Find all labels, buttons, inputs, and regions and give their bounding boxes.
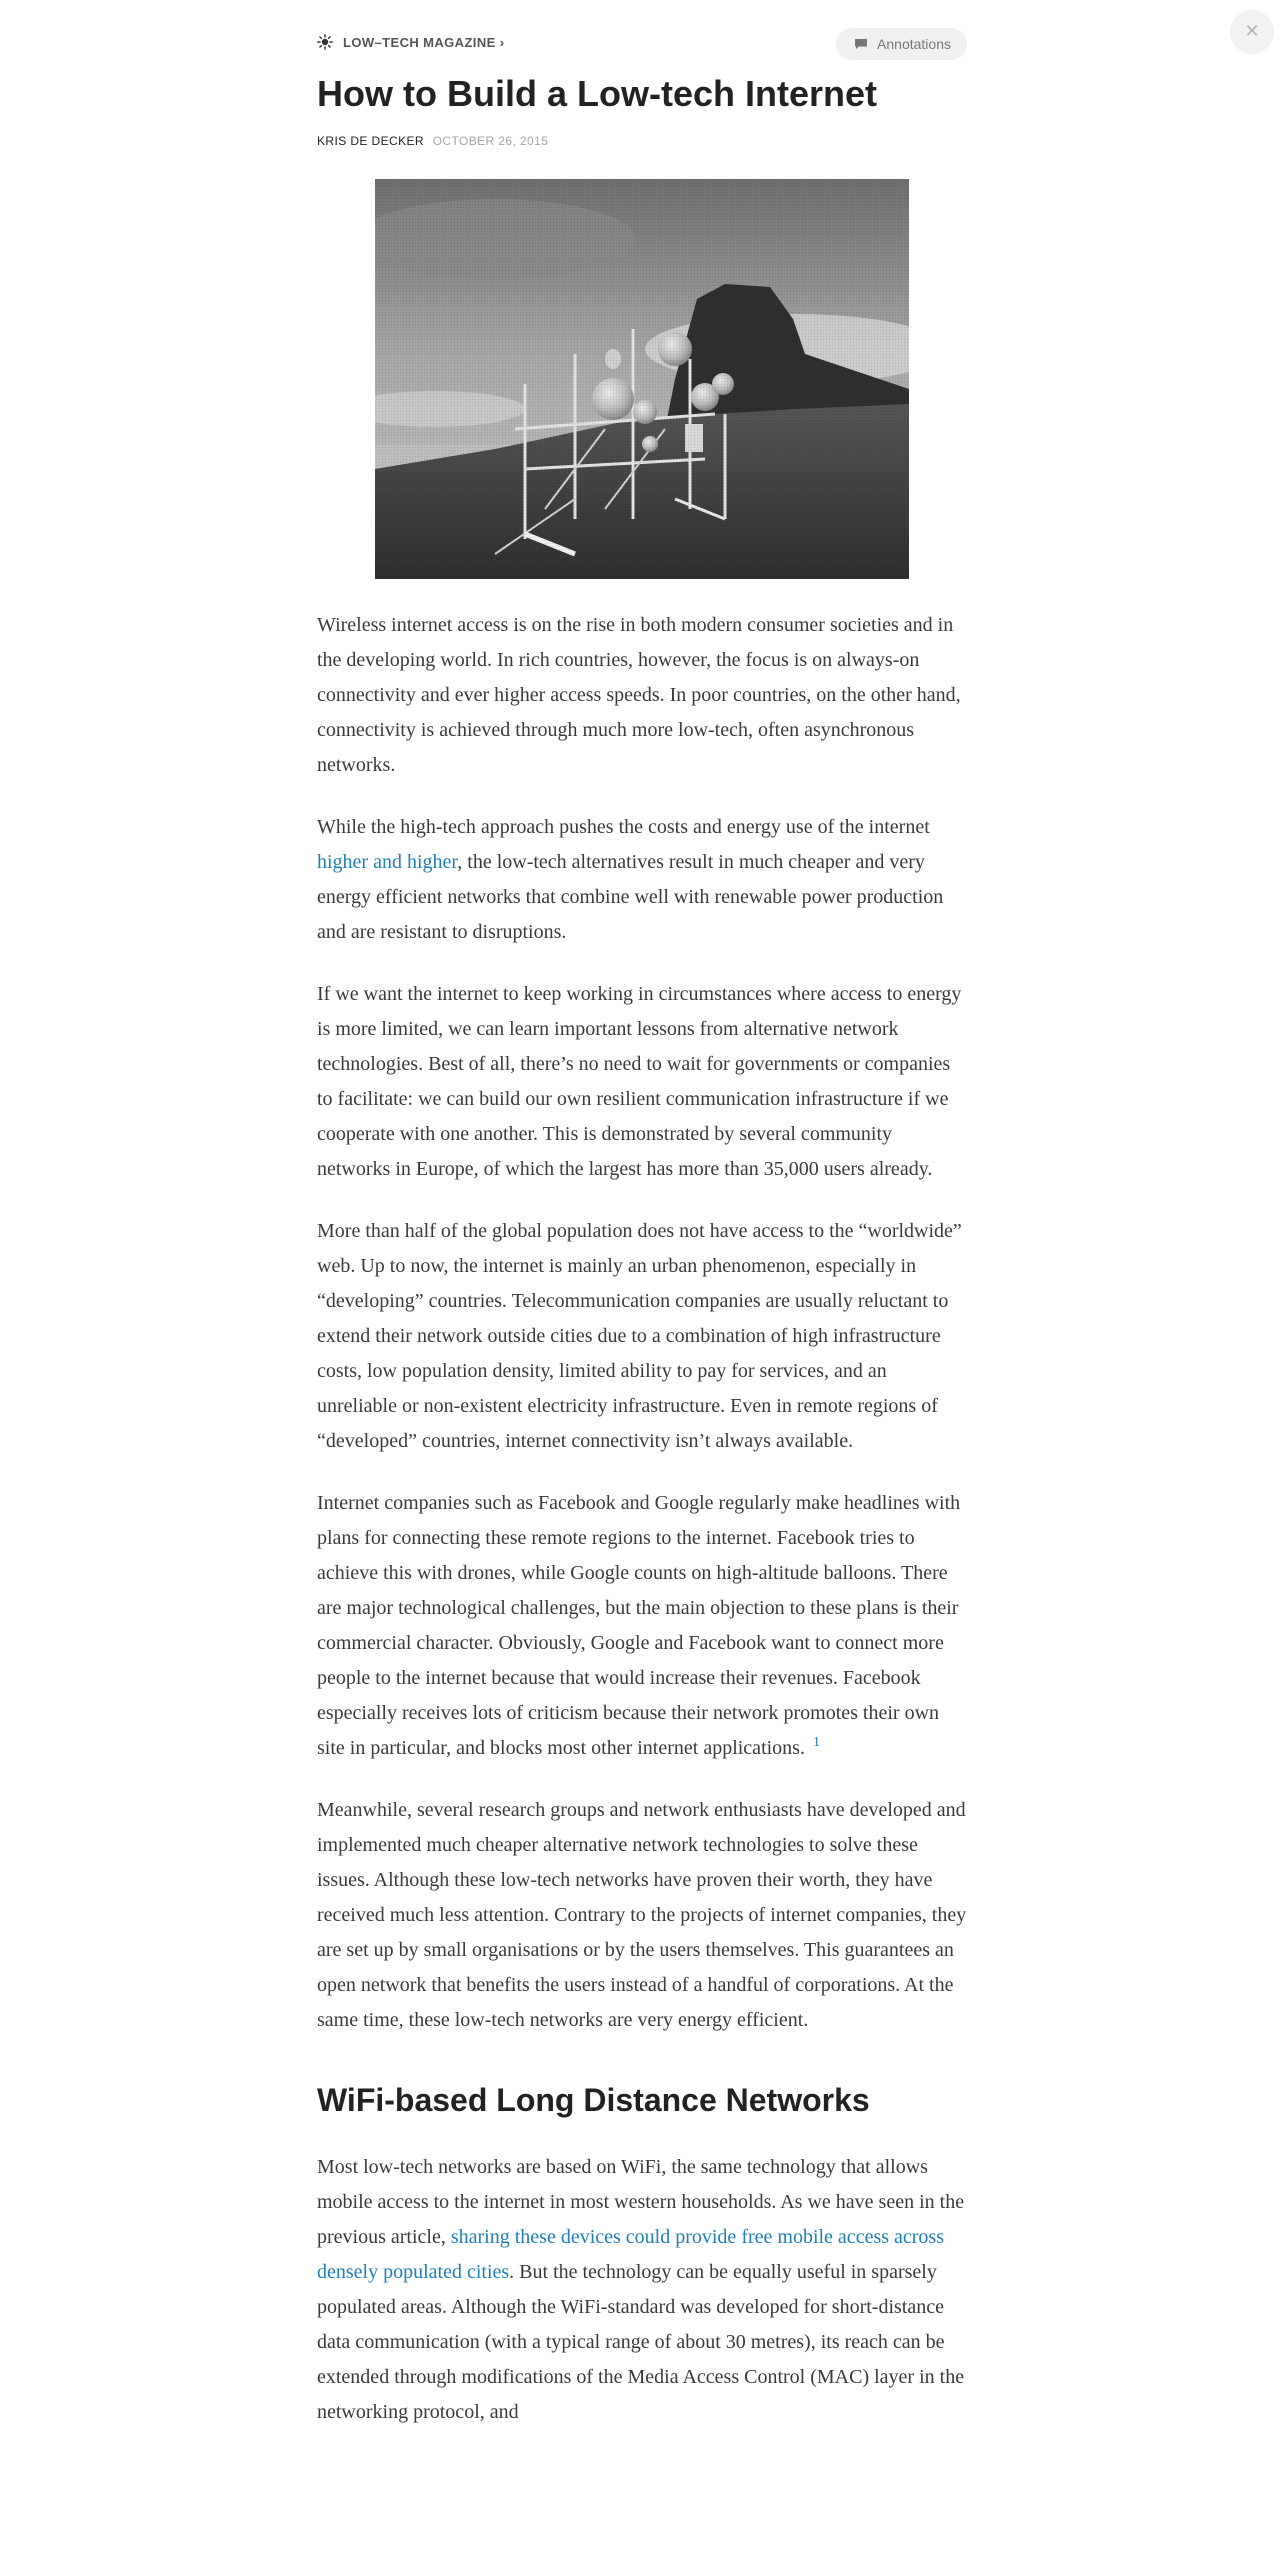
comment-icon <box>854 38 868 50</box>
site-name: LOW–TECH MAGAZINE › <box>343 34 505 50</box>
site-home-link[interactable] <box>317 34 504 50</box>
byline <box>317 134 548 148</box>
publish-date: OCTOBER 26, 2015 <box>432 134 549 148</box>
paragraph-text: Internet companies such as Facebook and Google regularly make headlines with plans for connecting these remote regions to the internet. Facebook tries to achieve this with drones, while Google counts on high-altitude balloons. There are major technological challenges, but the main objection to these plans is their commercial character. Obviously, Google and Facebook want to connect more people to the internet because that would increase their revenues. Facebook especially receives lots of criticism because their network promotes their own site in particular, and blocks most other internet applications. <box>317 1492 961 1759</box>
paragraph: Meanwhile, several research groups and network enthusiasts have developed and implemented much cheaper alternative network technologies to solve these issues. Although these low-tech networks have proven their worth, they have received much less attention. Contrary to the projects of internet companies, they are set up by small organisations or by the users themselves. This guarantees an open network that benefits the users instead of a handful of corporations. At the same time, these low-tech networks are very energy efficient. <box>317 1799 967 2031</box>
sun-icon <box>317 34 333 50</box>
close-button[interactable] <box>1230 10 1274 54</box>
paragraph <box>317 810 967 950</box>
article <box>317 0 967 2423</box>
paragraph-text: , the low-tech alternatives result in much cheaper and very energy efficient networks that combine well with renewable power production and are resistant to disruptions. <box>317 851 944 943</box>
paragraph <box>317 2150 967 2430</box>
author-name[interactable]: KRIS DE DECKER <box>317 134 424 148</box>
annotations-button[interactable] <box>836 28 967 60</box>
section-heading: WiFi-based Long Distance Networks <box>317 2082 870 2118</box>
article-title: How to Build a Low-tech Internet <box>317 73 877 114</box>
hero-image <box>375 179 909 579</box>
paragraph <box>317 1486 967 1766</box>
paragraph: More than half of the global population does not have access to the “worldwide” web. Up to now, the internet is mainly an urban phenomenon, especially in “developing” countries. Telecommunication companies are usually reluctant to extend their network outside cities due to a combination of high infrastructure costs, low population density, limited ability to pay for services, and an unreliable or non-existent electricity infrastructure. Even in remote regions of “developed” countries, internet connectivity isn’t always available. <box>317 1220 962 1452</box>
paragraph-text: While the high-tech approach pushes the costs and energy use of the internet <box>317 816 930 838</box>
link-higher-and-higher[interactable]: higher and higher <box>317 851 458 873</box>
link-sharing-devices[interactable]: sharing these devices could provide free mobile access across densely populated cities <box>317 2226 944 2283</box>
annotations-label: Annotations <box>877 36 951 52</box>
footnote-link[interactable]: 1 <box>812 1735 820 1750</box>
paragraph-text: Most low-tech networks are based on WiFi, the same technology that allows mobile access to the internet in most western households. As we have seen in the previous article, <box>317 2156 965 2248</box>
paragraph: Wireless internet access is on the rise in both modern consumer societies and in the developing world. In rich countries, however, the focus is on always-on connectivity and ever higher access speeds. In poor countries, on the other hand, connectivity is achieved through much more low-tech, often asynchronous networks. <box>317 614 961 776</box>
article-body <box>317 608 967 2457</box>
paragraph-text: . But the technology can be equally useful in sparsely populated areas. Although the WiFi-standard was developed for short-distance data communication (with a typical range of about 30 metres), its reach can be extended through modifications of the Media Access Control (MAC) layer in the networking protocol, and <box>317 2261 965 2423</box>
paragraph: If we want the internet to keep working in circumstances where access to energy is more limited, we can learn important lessons from alternative network technologies. Best of all, there’s no need to wait for governments or companies to facilitate: we can build our own resilient communication infrastructure if we cooperate with one another. This is demonstrated by several community networks in Europe, of which the largest has more than 35,000 users already. <box>317 983 962 1180</box>
close-icon: ✕ <box>1244 21 1260 42</box>
